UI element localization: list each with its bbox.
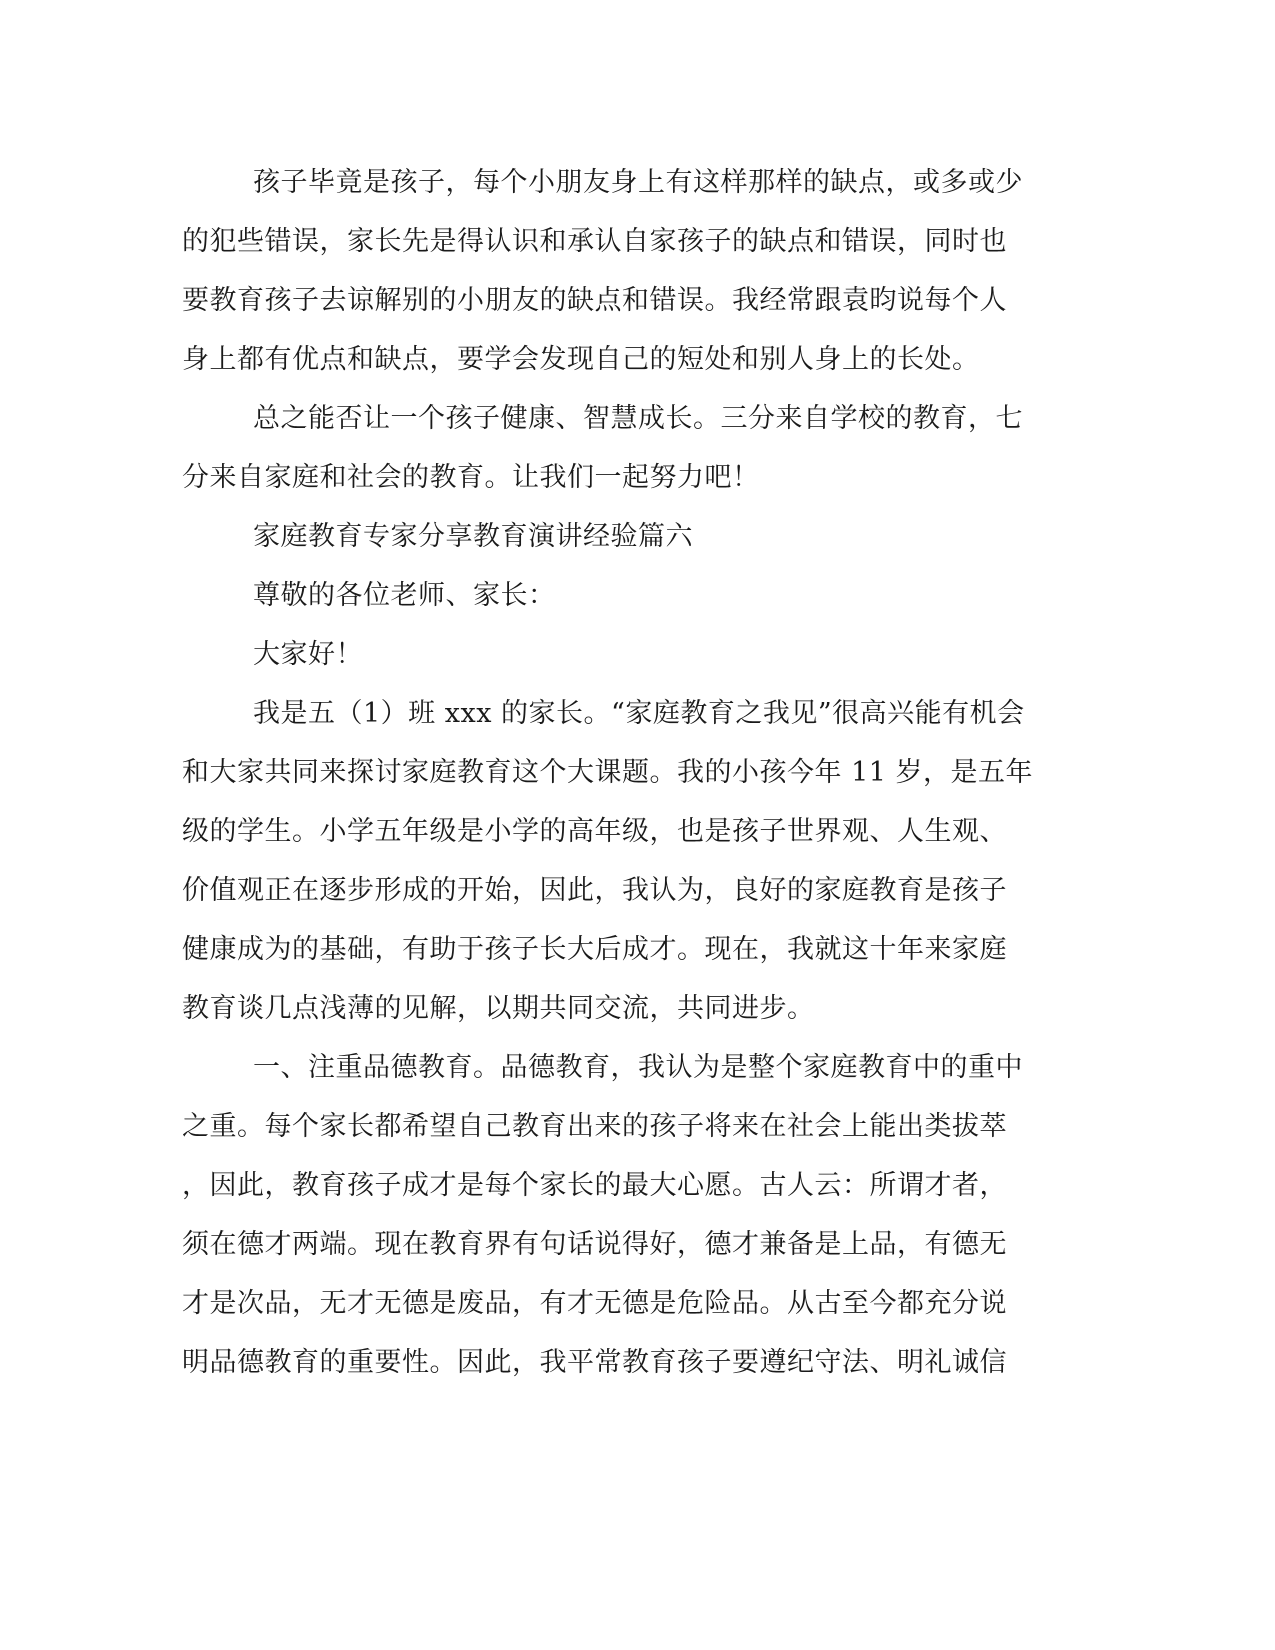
paragraph-line: 孩子毕竟是孩子，每个小朋友身上有这样那样的缺点，或多或少	[253, 167, 1023, 198]
paragraph-line: 身上都有优点和缺点，要学会发现自己的短处和别人身上的长处。	[182, 344, 980, 375]
paragraph-line: 一、注重品德教育。品德教育，我认为是整个家庭教育中的重中	[253, 1052, 1023, 1083]
paragraph-line: 的犯些错误，家长先是得认识和承认自家孩子的缺点和错误，同时也	[182, 226, 1007, 257]
paragraph-line: ，因此，教育孩子成才是每个家长的最大心愿。古人云：所谓才者，	[182, 1170, 1007, 1201]
paragraph-line: 才是次品，无才无德是废品，有才无德是危险品。从古至今都充分说	[182, 1288, 1007, 1319]
paragraph-line: 健康成为的基础，有助于孩子长大后成才。现在，我就这十年来家庭	[182, 934, 1007, 965]
paragraph-line: 和大家共同来探讨家庭教育这个大课题。我的小孩今年 11 岁，是五年	[182, 757, 1034, 788]
section-heading: 家庭教育专家分享教育演讲经验篇六	[253, 521, 693, 552]
paragraph-line: 价值观正在逐步形成的开始，因此，我认为，良好的家庭教育是孩子	[182, 875, 1007, 906]
paragraph-line: 总之能否让一个孩子健康、智慧成长。三分来自学校的教育，七	[253, 403, 1023, 434]
paragraph-line: 级的学生。小学五年级是小学的高年级，也是孩子世界观、人生观、	[182, 816, 1007, 847]
paragraph-line: 之重。每个家长都希望自己教育出来的孩子将来在社会上能出类拔萃	[182, 1111, 1007, 1142]
paragraph-line: 明品德教育的重要性。因此，我平常教育孩子要遵纪守法、明礼诚信	[182, 1347, 1007, 1378]
paragraph-line: 须在德才两端。现在教育界有句话说得好，德才兼备是上品，有德无	[182, 1229, 1007, 1260]
paragraph-line: 要教育孩子去谅解别的小朋友的缺点和错误。我经常跟袁昀说每个人	[182, 285, 1007, 316]
salutation: 尊敬的各位老师、家长：	[253, 580, 556, 611]
paragraph-line: 我是五（1）班 xxx 的家长。“家庭教育之我见”很高兴能有机会	[253, 698, 1025, 729]
paragraph-line: 分来自家庭和社会的教育。让我们一起努力吧！	[182, 462, 760, 493]
paragraph-line: 教育谈几点浅薄的见解，以期共同交流，共同进步。	[182, 993, 815, 1024]
greeting: 大家好！	[253, 639, 363, 670]
